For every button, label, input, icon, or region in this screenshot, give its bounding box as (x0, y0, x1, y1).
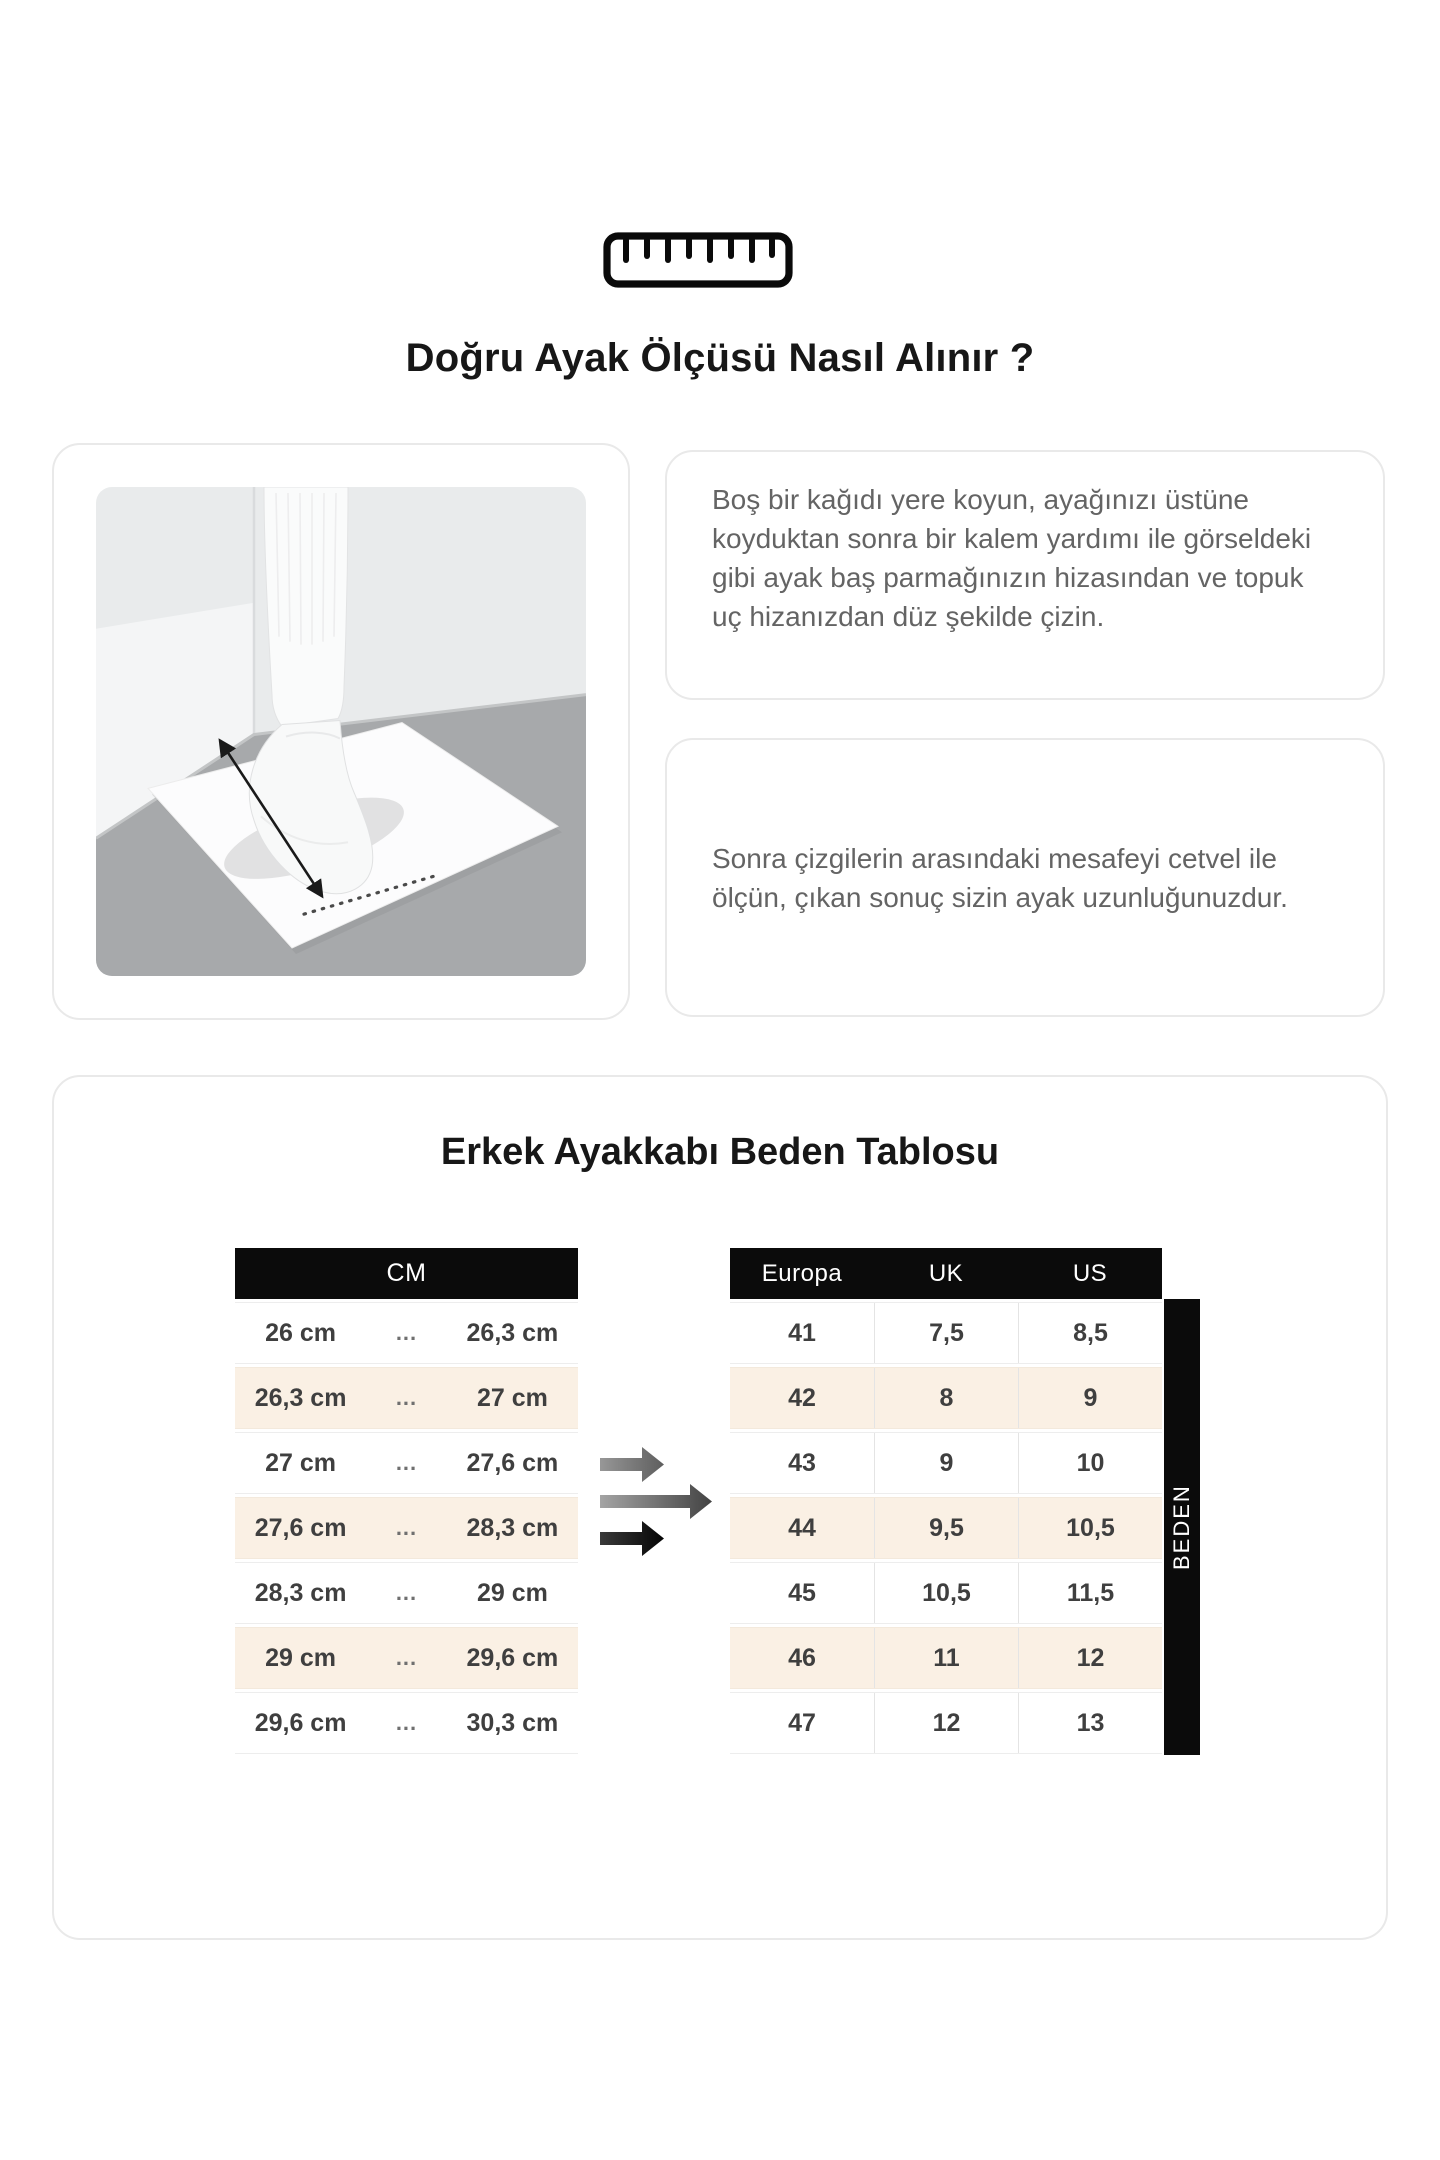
ruler-icon (602, 231, 794, 289)
cm-range-from: 26,3 cm (254, 1383, 347, 1412)
size-us-value: 8,5 (1018, 1303, 1162, 1363)
size-table (730, 1248, 1162, 1757)
size-table-row (730, 1497, 1162, 1559)
size-us-value: 12 (1018, 1628, 1162, 1688)
size-europa-value: 43 (788, 1448, 816, 1477)
size-uk-value: 9,5 (874, 1498, 1018, 1558)
cm-table-row (235, 1302, 578, 1364)
cm-table-row (235, 1497, 578, 1559)
size-europa-value: 42 (788, 1383, 816, 1412)
size-europa-value: 47 (788, 1708, 816, 1737)
cm-table (235, 1248, 578, 1757)
ruler-icon-svg (602, 231, 794, 289)
range-dots: ... (395, 1710, 418, 1735)
range-dots: ... (395, 1450, 418, 1475)
size-chart-title: Erkek Ayakkabı Beden Tablosu (440, 1131, 1000, 1173)
cm-range-to: 28,3 cm (466, 1513, 559, 1542)
size-table-header-europa: Europa (761, 1259, 843, 1287)
size-table-row (730, 1562, 1162, 1624)
cm-table-header: CM (235, 1248, 578, 1299)
cm-range-to: 27,6 cm (466, 1448, 559, 1477)
size-uk-value: 11 (874, 1628, 1018, 1688)
size-table-header-us: US (1072, 1259, 1108, 1287)
page-title: Doğru Ayak Ölçüsü Nasıl Alınır ? (405, 336, 1035, 380)
cm-range-to: 29,6 cm (466, 1643, 559, 1672)
cm-range-from: 27 cm (265, 1448, 337, 1477)
size-europa-value: 45 (788, 1578, 816, 1607)
instruction-step-2-card (665, 738, 1385, 1017)
instruction-step-2-text: Sonra çizgilerin arasındaki mesafeyi cetvel ile ölçün, çıkan sonuç sizin ayak uzunluğunuzdur. (712, 842, 1288, 913)
size-us-value: 10 (1018, 1433, 1162, 1493)
size-table-row (730, 1302, 1162, 1364)
cm-range-from: 29,6 cm (254, 1708, 347, 1737)
cm-table-row (235, 1692, 578, 1754)
size-uk-value: 12 (874, 1693, 1018, 1753)
instruction-step-1-text: Boş bir kağıdı yere koyun, ayağınızı üstüne koyduktan sonra bir kalem yardımı ile görseldeki gibi ayak baş parmağınızın hizasından ve topuk uç hizanızdan düz şekilde çizin. (712, 484, 1312, 632)
size-us-value: 13 (1018, 1693, 1162, 1753)
size-table-row (730, 1367, 1162, 1429)
range-dots: ... (395, 1385, 418, 1410)
size-chart-card (52, 1075, 1388, 1940)
size-table-row (730, 1627, 1162, 1689)
size-table-header-uk: UK (928, 1259, 964, 1287)
size-table-row (730, 1692, 1162, 1754)
cm-table-rows (235, 1302, 578, 1754)
cm-range-to: 30,3 cm (466, 1708, 559, 1737)
size-europa-value: 44 (788, 1513, 816, 1542)
foot-measurement-photo (96, 487, 586, 976)
foot-measurement-illustration (96, 487, 586, 976)
cm-range-from: 29 cm (265, 1643, 337, 1672)
size-europa-value: 41 (788, 1318, 816, 1347)
size-uk-value: 10,5 (874, 1563, 1018, 1623)
range-dots: ... (395, 1645, 418, 1670)
cm-range-from: 28,3 cm (254, 1578, 347, 1607)
cm-range-to: 29 cm (476, 1578, 548, 1607)
size-uk-value: 9 (874, 1433, 1018, 1493)
beden-side-label: BEDEN (1164, 1299, 1200, 1755)
size-uk-value: 8 (874, 1368, 1018, 1428)
range-dots: ... (395, 1320, 418, 1345)
cm-range-from: 26 cm (265, 1318, 337, 1347)
cm-table-row (235, 1627, 578, 1689)
cm-table-row (235, 1432, 578, 1494)
size-table-rows (730, 1302, 1162, 1754)
size-europa-value: 46 (788, 1643, 816, 1672)
cm-range-from: 27,6 cm (254, 1513, 347, 1542)
range-dots: ... (395, 1580, 418, 1605)
cm-table-row (235, 1367, 578, 1429)
cm-range-to: 26,3 cm (466, 1318, 559, 1347)
size-table-header (730, 1248, 1162, 1299)
size-us-value: 11,5 (1018, 1563, 1162, 1623)
size-us-value: 9 (1018, 1368, 1162, 1428)
cm-table-row (235, 1562, 578, 1624)
transfer-arrows-icon (598, 1444, 716, 1562)
cm-range-to: 27 cm (476, 1383, 548, 1412)
size-us-value: 10,5 (1018, 1498, 1162, 1558)
measurement-photo-card (52, 443, 630, 1020)
size-uk-value: 7,5 (874, 1303, 1018, 1363)
range-dots: ... (395, 1515, 418, 1540)
size-table-row (730, 1432, 1162, 1494)
instruction-step-1-card (665, 450, 1385, 700)
